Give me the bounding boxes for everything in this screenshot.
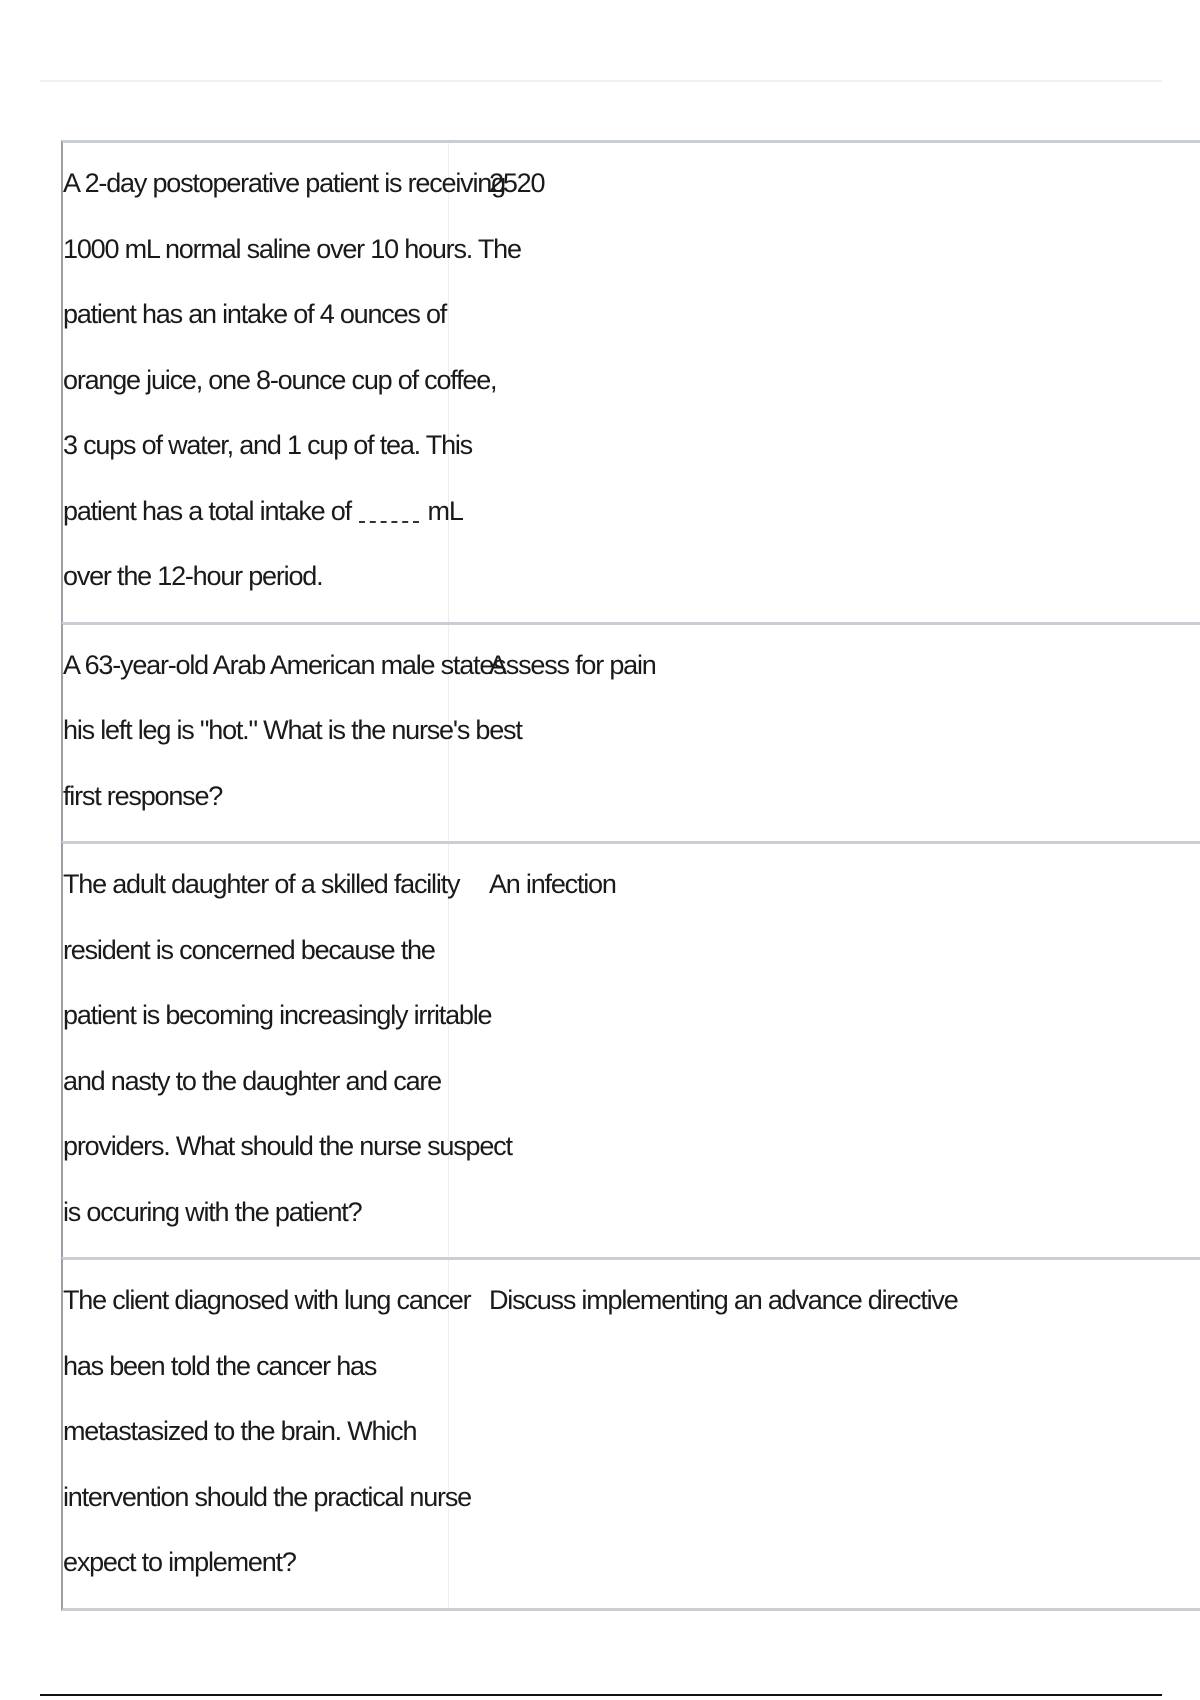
question-line: metastasized to the brain. Which (63, 1416, 417, 1446)
question-line: The adult daughter of a skilled facility (63, 869, 460, 899)
question-line: and nasty to the daughter and care (63, 1065, 442, 1096)
table-row (61, 140, 1200, 622)
question-line: resident is concerned because the (63, 934, 435, 965)
question-line: providers. What should the nurse suspect (63, 1131, 512, 1161)
question-line: orange juice, one 8-ounce cup of coffee, (63, 364, 497, 395)
answer-cell: Discuss implementing an advance directive (489, 1285, 958, 1315)
question-line-with-blank (63, 479, 463, 545)
top-divider (40, 80, 1162, 82)
question-cell (63, 1260, 471, 1608)
answer-blank (359, 517, 419, 523)
question-cell (63, 625, 522, 842)
table-row (61, 1257, 1200, 1611)
question-line: The client diagnosed with lung cancer (63, 1285, 471, 1315)
question-line: intervention should the practical nurse (63, 1481, 471, 1512)
answer-cell: 2520 (489, 168, 545, 198)
unit-text: mL (427, 495, 463, 526)
question-line: A 63-year-old Arab American male states (63, 649, 506, 680)
question-text: patient has a total intake of (63, 495, 351, 526)
table-row (61, 841, 1200, 1257)
question-line: his left leg is "hot." What is the nurse's best (63, 715, 522, 745)
question-line: has been told the cancer has (63, 1350, 377, 1381)
question-line: first response? (63, 780, 223, 811)
question-line: 3 cups of water, and 1 cup of tea. This (63, 430, 472, 460)
question-line: 1000 mL normal saline over 10 hours. The (63, 233, 521, 264)
flashcard-table (61, 140, 1200, 1611)
question-line: A 2-day postoperative patient is receiving (63, 168, 505, 198)
bottom-divider (40, 1694, 1162, 1696)
answer-cell: An infection (489, 869, 616, 899)
table-row (61, 622, 1200, 842)
question-line: is occuring with the patient? (63, 1196, 362, 1227)
question-line: patient is becoming increasingly irritable (63, 1000, 492, 1030)
answer-cell: Assess for pain (489, 649, 656, 680)
question-cell (63, 844, 512, 1257)
question-line: expect to implement? (63, 1547, 296, 1577)
question-line: over the 12-hour period. (63, 561, 323, 591)
question-line: patient has an intake of 4 ounces of (63, 299, 447, 329)
